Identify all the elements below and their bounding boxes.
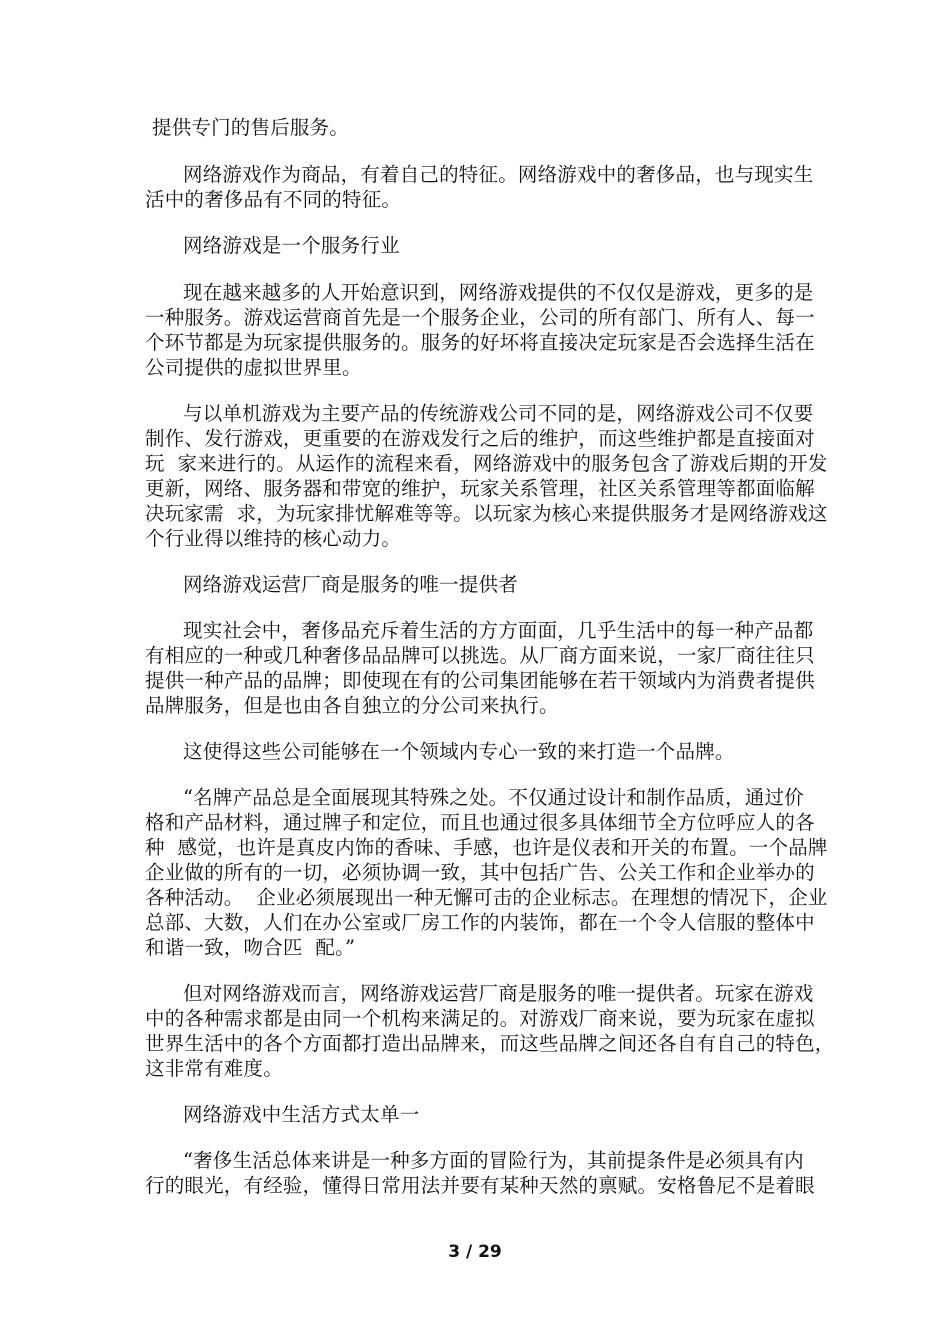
text-line: 这使得这些公司能够在一个领域内专心一致的来打造一个品牌。 — [183, 740, 735, 763]
quote-line: 种 感觉，也许是真皮内饰的香味、手感，也许是仪表和开关的布置。一个品牌 — [145, 836, 828, 859]
text-line: 世界生活中的各个方面都打造出品牌来，而这些品牌之间还各自有自己的特色， — [145, 1032, 835, 1055]
text-line: 网络游戏作为商品，有着自己的特征。网络游戏中的奢侈品，也与现实生 — [183, 163, 814, 186]
quote-line: 各种活动。 企业必须展现出一种无懈可击的企业标志。在理想的情况下，企业 — [145, 886, 828, 909]
page-number: 3 / 29 — [448, 1242, 502, 1262]
text-line: 个行业得以维持的核心动力。 — [145, 527, 402, 550]
text-line: 提供一种产品的品牌；即使现在有的公司集团能够在若干领域内为消费者提供 — [145, 669, 815, 692]
text-line: 制作、发行游戏，更重要的在游戏发行之后的维护，而这些维护都是直接面对 — [145, 427, 815, 450]
section-heading: 网络游戏是一个服务行业 — [183, 234, 400, 257]
quote-line: 总部、大数，人们在办公室或厂房工作的内装饰，都在一个令人信服的整体中 — [145, 911, 815, 934]
text-line: 提供专门的售后服务。 — [152, 116, 350, 139]
text-line: 个环节都是为玩家提供服务的。服务的好坏将直接决定玩家是否会选择生活在 — [145, 331, 815, 354]
text-line: 有相应的一种或几种奢侈品品牌可以挑选。从厂商方面来说，一家厂商往往只 — [145, 644, 815, 667]
text-line: 现实社会中，奢侈品充斥着生活的方方面面，几乎生活中的每一种产品都 — [183, 619, 814, 642]
quote-line: 行的眼光，有经验，懂得日常用法并要有某种天然的禀赋。安格鲁尼不是着眼 — [145, 1174, 815, 1197]
section-heading: 网络游戏运营厂商是服务的唯一提供者 — [183, 573, 518, 596]
text-line: 这非常有难度。 — [145, 1057, 283, 1080]
text-line: 决玩家需 求，为玩家排忧解难等等。以玩家为核心来提供服务才是网络游戏这 — [145, 502, 828, 525]
section-heading: 网络游戏中生活方式太单一 — [183, 1103, 420, 1126]
text-line: 现在越来越多的人开始意识到，网络游戏提供的不仅仅是游戏，更多的是 — [183, 281, 814, 304]
text-line: 与以单机游戏为主要产品的传统游戏公司不同的是，网络游戏公司不仅要 — [183, 402, 814, 425]
quote-line: 和谐一致，吻合匹 配。” — [145, 936, 356, 959]
text-line: 活中的奢侈品有不同的特征。 — [145, 188, 402, 211]
text-line: 但对网络游戏而言，网络游戏运营厂商是服务的唯一提供者。玩家在游戏 — [183, 982, 814, 1005]
text-line: 一种服务。游戏运营商首先是一个服务企业，公司的所有部门、所有人、每一 — [145, 306, 815, 329]
quote-line: “名牌产品总是全面展现其特殊之处。不仅通过设计和制作品质，通过价 — [183, 786, 804, 809]
quote-line: “奢侈生活总体来讲是一种多方面的冒险行为，其前提条件是必须具有内 — [183, 1149, 804, 1172]
text-line: 中的各种需求都是由同一个机构来满足的。对游戏厂商来说，要为玩家在虚拟 — [145, 1007, 815, 1030]
text-line: 品牌服务，但是也由各自独立的分公司来执行。 — [145, 694, 559, 717]
quote-line: 格和产品材料，通过牌子和定位，而且也通过很多具体细节全方位呼应人的各 — [145, 811, 815, 834]
text-line: 公司提供的虚拟世界里。 — [145, 356, 362, 379]
text-line: 玩 家来进行的。从运作的流程来看，网络游戏中的服务包含了游戏后期的开发 — [145, 452, 828, 475]
text-line: 更新，网络、服务器和带宽的维护，玩家关系管理，社区关系管理等都面临解 — [145, 477, 815, 500]
quote-line: 企业做的所有的一切，必须协调一致，其中包括广告、公关工作和企业举办的 — [145, 861, 815, 884]
